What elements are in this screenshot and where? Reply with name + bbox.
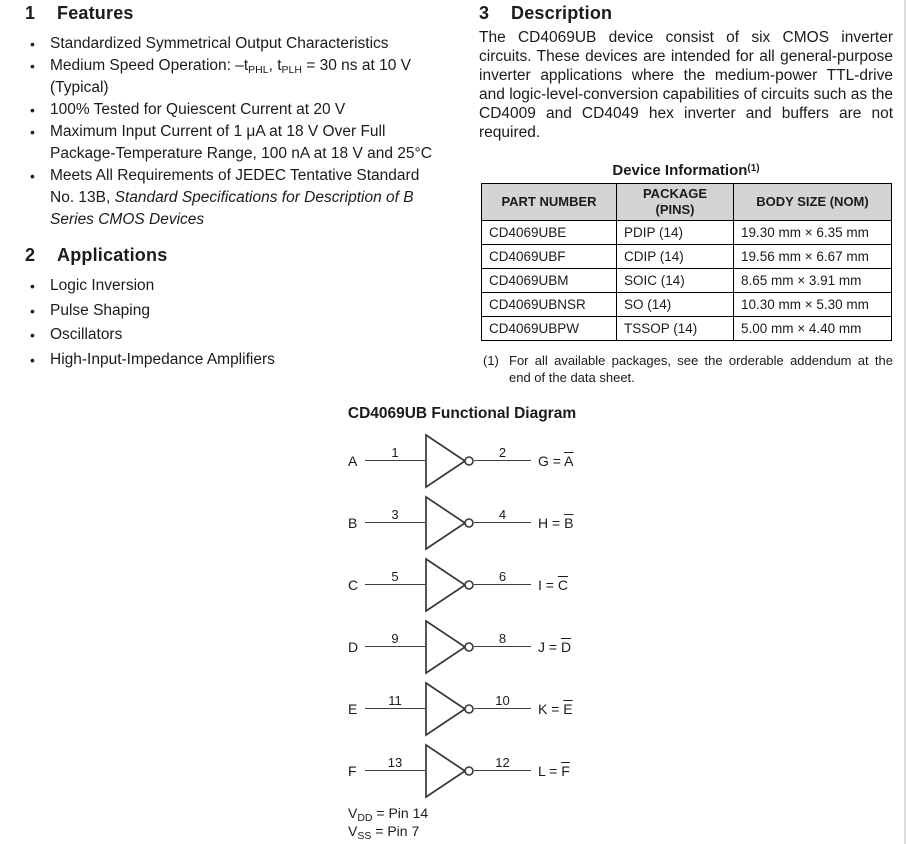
overlined-variable: $\overline{B}$ — [564, 515, 574, 531]
inverter-row — [348, 740, 768, 802]
overlined-variable: $\overline{F}$ — [561, 763, 570, 779]
application-bullet — [25, 275, 433, 297]
inverter-output-label: $G = \overline{A}$ — [538, 453, 574, 469]
inverter-output-pin-number: 6 — [498, 569, 507, 584]
inverter-gate-icon — [425, 557, 475, 613]
application-bullet — [25, 349, 433, 371]
feature-bullet — [25, 99, 433, 121]
inverter-output-wire — [474, 584, 531, 585]
inverter-input-pin-number: 5 — [391, 569, 399, 584]
inverter-output-wire — [474, 770, 531, 771]
bullet-text: Oscillators — [50, 326, 123, 343]
inverter-input-label: B — [348, 515, 358, 531]
inverter-input-wire — [365, 708, 425, 709]
inverter-input-pin-number: 13 — [387, 755, 403, 770]
overlined-variable: $\overline{C}$ — [557, 577, 568, 593]
vdd-pin-note: $V_{DD}$ = Pin 14 — [348, 805, 429, 824]
table-header-cell: BODY SIZE (NOM) — [734, 184, 892, 221]
table-row — [482, 317, 892, 341]
device-info-title-text: Device Information — [612, 162, 748, 179]
inverter-output-wire — [474, 646, 531, 647]
device-info-footnote-ref: (1) — [747, 163, 760, 174]
bullet-marker: • — [30, 58, 35, 74]
inverter-gate-icon — [425, 619, 475, 675]
right-column — [479, 3, 893, 386]
inverter-input-wire — [365, 460, 425, 461]
device-information-section — [479, 161, 893, 386]
table-cell: SO (14) — [617, 293, 734, 317]
inverter-row — [348, 430, 768, 492]
applications-section — [25, 245, 433, 371]
table-cell: 19.56 mm × 6.67 mm — [734, 245, 892, 269]
footnote-text: For all available packages, see the orderable addendum at the end of the data sheet. — [509, 353, 893, 385]
table-cell: CD4069UBE — [482, 221, 617, 245]
table-cell: 8.65 mm × 3.91 mm — [734, 269, 892, 293]
inverter-output-label: $K = \overline{E}$ — [538, 701, 573, 717]
device-info-table — [481, 183, 892, 341]
inverter-output-label: $L = \overline{F}$ — [538, 763, 570, 779]
table-row — [482, 269, 892, 293]
vss-pin-note: $V_{SS}$ = Pin 7 — [348, 822, 420, 842]
bullet-text: High-Input-Impedance Amplifiers — [50, 350, 275, 368]
table-cell: TSSOP (14) — [617, 317, 734, 341]
inverter-input-pin-number: 3 — [391, 507, 399, 522]
table-row — [482, 245, 892, 269]
inverter-row — [348, 492, 768, 554]
table-cell: PDIP (14) — [617, 221, 734, 245]
bullet-text: Maximum Input Current of 1 μA at 18 V Over Full Package-Temperature Range, 100 nA at 18 V and 25°C — [50, 123, 432, 162]
applications-heading — [25, 245, 433, 265]
bullet-marker: • — [30, 168, 35, 184]
bullet-text: Logic Inversion — [50, 277, 155, 294]
applications-heading-title: Applications — [57, 245, 168, 265]
overlined-variable: $\overline{D}$ — [560, 639, 572, 655]
table-footnote — [483, 352, 893, 386]
inverter-gate-icon — [425, 681, 475, 737]
table-row — [482, 293, 892, 317]
features-heading — [25, 3, 433, 23]
inverter-output-pin-number: 4 — [498, 507, 507, 522]
inverter-output-wire — [474, 708, 531, 709]
bullet-marker: • — [30, 124, 35, 140]
inverter-input-label: A — [348, 453, 358, 469]
inverter-output-wire — [474, 460, 531, 461]
inverter-input-pin-number: 11 — [388, 693, 402, 708]
inverter-input-label: C — [348, 577, 359, 593]
inverter-gate-icon — [425, 433, 475, 489]
table-header-row — [482, 184, 892, 221]
bullet-text: 100% Tested for Quiescent Current at 20 V — [50, 101, 346, 118]
description-heading-number: 3 — [479, 3, 490, 23]
application-bullet — [25, 300, 433, 322]
bullet-marker: • — [30, 302, 35, 319]
description-heading-title: Description — [511, 3, 613, 23]
table-cell: CD4069UBF — [482, 245, 617, 269]
overlined-variable: $\overline{E}$ — [563, 701, 573, 717]
inverter-input-label: D — [348, 639, 359, 655]
table-cell: CD4069UBM — [482, 269, 617, 293]
description-paragraph: The CD4069UB device consist of six CMOS inverter circuits. These devices are intended for all general-purpose inverter applications where the medium-power TTL-drive and logic-level-conversion capabilities of circuits such as the CD4009 and CD4049 hex inverter and buffers are not required. — [479, 29, 893, 141]
inverter-input-pin-number: 9 — [391, 631, 399, 646]
inverter-output-pin-number: 8 — [498, 631, 507, 646]
bullet-marker: • — [30, 327, 35, 343]
features-heading-number: 1 — [25, 3, 36, 23]
feature-bullet — [25, 165, 433, 231]
inverter-row — [348, 616, 768, 678]
inverter-row — [348, 678, 768, 740]
inverter-output-wire — [474, 522, 531, 523]
bullet-text: Pulse Shaping — [50, 301, 150, 319]
inverter-output-label: $H = \overline{B}$ — [538, 515, 574, 531]
table-cell: CDIP (14) — [617, 245, 734, 269]
inverter-rows — [348, 430, 906, 802]
inverter-input-wire — [365, 770, 425, 771]
table-header-cell: PART NUMBER — [482, 184, 617, 221]
inverter-output-label: $I = \overline{C}$ — [538, 577, 568, 593]
applications-list — [25, 275, 433, 371]
features-heading-title: Features — [57, 3, 134, 23]
inverter-input-wire — [365, 522, 425, 523]
bullet-marker: • — [30, 102, 35, 118]
inverter-input-pin-number: 1 — [391, 445, 399, 460]
inverter-row — [348, 554, 768, 616]
inverter-input-label: F — [348, 763, 357, 779]
inverter-output-pin-number: 2 — [498, 445, 507, 460]
inverter-input-wire — [365, 646, 425, 647]
table-cell: 19.30 mm × 6.35 mm — [734, 221, 892, 245]
application-bullet — [25, 324, 433, 346]
table-cell: 10.30 mm × 5.30 mm — [734, 293, 892, 317]
inverter-gate-icon — [425, 743, 475, 799]
inverter-output-pin-number: 12 — [495, 755, 510, 770]
features-list — [25, 33, 433, 231]
bullet-marker: • — [30, 351, 35, 368]
table-cell: CD4069UBPW — [482, 317, 617, 341]
bullet-text: Meets All Requirements of JEDEC Tentative Standard No. 13B, Standard Specifications for Description of B Series CMOS Devices — [50, 167, 420, 228]
inverter-input-wire — [365, 584, 425, 585]
feature-bullet — [25, 121, 433, 165]
applications-heading-number: 2 — [25, 245, 36, 265]
functional-diagram-title: CD4069UB Functional Diagram — [347, 405, 577, 422]
footnote-number: (1) — [483, 353, 499, 368]
table-cell: SOIC (14) — [617, 269, 734, 293]
bullet-text: Standardized Symmetrical Output Characteristics — [50, 35, 389, 52]
table-cell: CD4069UBNSR — [482, 293, 617, 317]
feature-bullet — [25, 55, 433, 99]
inverter-output-pin-number: 10 — [495, 693, 510, 708]
description-heading — [479, 3, 893, 23]
left-column — [25, 3, 433, 373]
inverter-gate-icon — [425, 495, 475, 551]
bullet-marker: • — [30, 278, 35, 294]
table-header-cell: PACKAGE (PINS) — [617, 184, 734, 221]
table-cell: 5.00 mm × 4.40 mm — [734, 317, 892, 341]
functional-diagram — [332, 405, 906, 840]
table-row — [482, 221, 892, 245]
bullet-marker: • — [30, 36, 35, 52]
bullet-text: Medium Speed Operation: $-t_{PHL}$, $t_{PLH} = 30$ ns at 10 V (Typical) — [50, 57, 411, 96]
device-info-title — [481, 161, 891, 179]
inverter-output-label: $J = \overline{D}$ — [538, 639, 572, 655]
overlined-variable: $\overline{A}$ — [564, 453, 574, 469]
inverter-input-label: E — [348, 701, 358, 717]
power-pin-notes — [348, 805, 906, 840]
feature-bullet — [25, 33, 433, 55]
